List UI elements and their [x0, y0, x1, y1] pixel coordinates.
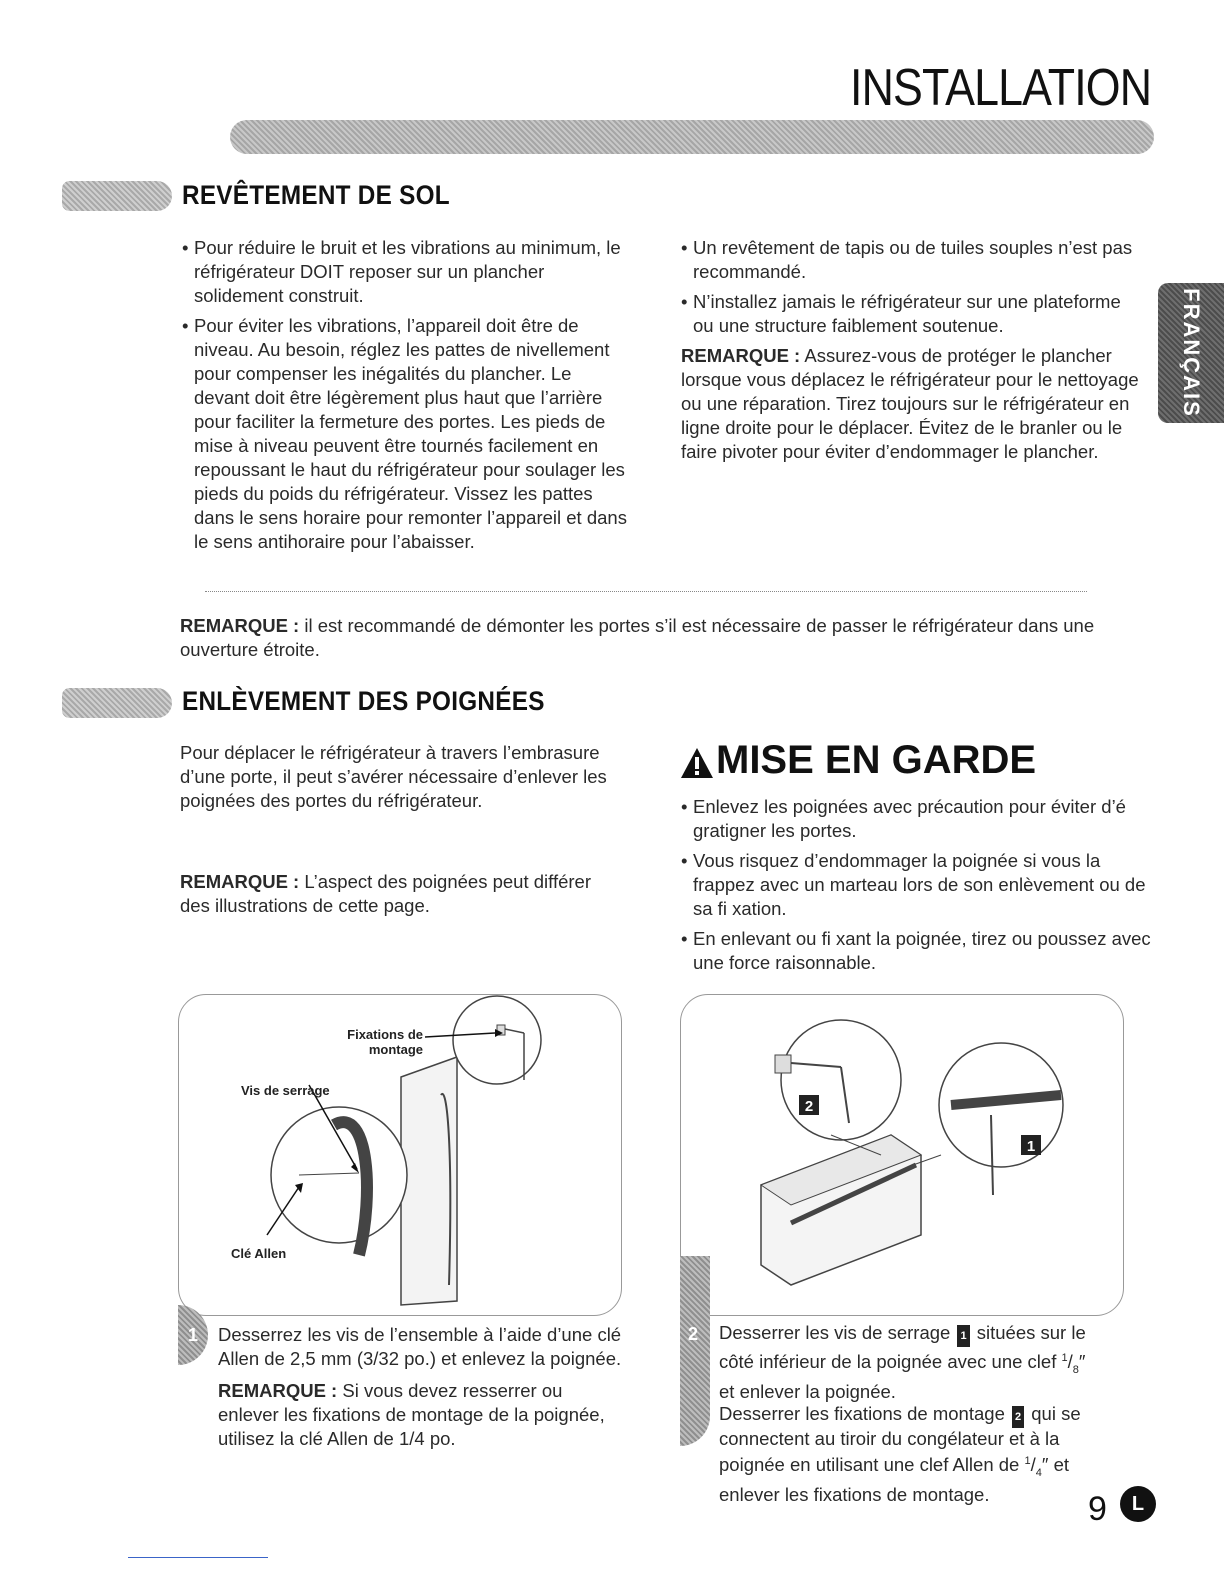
page-number: 9 [1088, 1490, 1107, 1528]
figure-2-text: qui se connectent au tiroir du congélateur et à la poignée en utilisant une clef Allen de [719, 1402, 1081, 1475]
figure-2-text: Desserrer les fixations de montage [719, 1402, 1005, 1424]
section-divider [205, 591, 1087, 592]
language-tab [1158, 283, 1224, 423]
remark-text: Assurez-vous de protéger le plancher lorsque vous déplacez le réfrigérateur pour le nettoyage ou une réparation. Tirez toujours sur le réfrigérateur en ligne droite pour le déplacer. Évitez de le branler ou le faire pivoter pour éviter d’endommager le plancher. [681, 345, 1139, 462]
figure-1-label-screw: Vis de serrage [241, 1083, 330, 1098]
step-2-badge-bar [680, 1256, 710, 1446]
fraction-numerator: 1 [1061, 1352, 1068, 1364]
warning-heading [680, 738, 1036, 783]
marker-2-inline: 2 [1012, 1406, 1024, 1428]
step-1-badge: 1 [178, 1305, 208, 1365]
remark-text: L’aspect des poignées peut différer des illustrations de cette page. [180, 871, 591, 916]
warning-bullet: • Vous risquez d’endommager la poignée si vous la frappez avec un marteau lors de son enlèvement ou de sa fi xation. [681, 849, 1151, 921]
figure-2-marker-1: 1 [1026, 1138, 1036, 1155]
remark-label: REMARQUE : [180, 615, 300, 636]
figure-2-marker-2: 2 [804, 1098, 814, 1115]
flooring-left-column [182, 236, 627, 560]
warning-bullet: • En enlevant ou fi xant la poignée, tirez ou poussez avec une force raisonnable. [681, 927, 1151, 975]
lg-logo-icon: L [1120, 1486, 1156, 1522]
flooring-bullet: • N’installez jamais le réfrigérateur sur une plateforme ou une structure faiblement soutenue. [681, 290, 1141, 338]
section-tab-decoration [62, 181, 172, 211]
handles-heading: ENLÈVEMENT DES POIGNÉES [182, 686, 545, 716]
warning-triangle-icon [680, 747, 714, 779]
flooring-heading: REVÊTEMENT DE SOL [182, 180, 450, 210]
doors-remark [180, 614, 1140, 662]
header-bar [230, 120, 1154, 154]
figure-2-text: ″ et enlever la poignée. [719, 1351, 1086, 1402]
warning-title: MISE EN GARDE [716, 738, 1037, 782]
flooring-bullet: • Un revêtement de tapis ou de tuiles souples n’est pas recommandé. [681, 236, 1141, 284]
flooring-bullet: • Pour éviter les vibrations, l’appareil doit être de niveau. Au besoin, réglez les pattes de nivellement pour compenser les inégalités du plancher. Le devant doit être légèrement plus haut que l’arrière pour faciliter la fermeture des portes. Les pieds de mise à niveau peuvent être tournés facilement en repoussant le haut du réfrigérateur pour soulager les pieds du poids du réfrigérateur. Vissez les pattes dans le sens horaire pour remonter l’appareil et dans le sens antihoraire pour l’abaisser. [182, 314, 627, 554]
flooring-bullet: • Pour réduire le bruit et les vibrations au minimum, le réfrigérateur DOIT reposer sur un plancher solidement construit. [182, 236, 627, 308]
section-tab-decoration [62, 688, 172, 718]
fraction-numerator: 1 [1024, 1454, 1031, 1467]
remark-text: il est recommandé de démonter les portes s’il est nécessaire de passer le réfrigérateur dans une ouverture étroite. [180, 615, 1095, 660]
marker-1-inline: 1 [957, 1325, 969, 1347]
figure-2-text: ″ et enlever les fixations de montage. [719, 1454, 1069, 1505]
page-title: INSTALLATION [850, 59, 1152, 117]
flooring-right-column [681, 236, 1141, 464]
figure-1-label-allen: Clé Allen [231, 1246, 287, 1261]
figure-1-box [178, 994, 622, 1316]
figure-2-text: situées sur le côté inférieur de la poignée avec une clef [719, 1322, 1086, 1373]
figure-1-label-mounting: Fixations de montage [347, 1027, 423, 1057]
figure-2-text: Desserrer les vis de serrage [719, 1322, 951, 1343]
remark-text: Si vous devez resserrer ou enlever les fixations de montage de la poignée, utilisez la clé Allen de 1/4 po. [218, 1380, 605, 1449]
fraction-denominator: 8 [1072, 1363, 1079, 1376]
step-2-number: 2 [688, 1324, 699, 1344]
warning-bullet: • Enlevez les poignées avec précaution pour éviter d’é gratigner les portes. [681, 795, 1151, 843]
handles-intro: Pour déplacer le réfrigérateur à travers l’embrasure d’une porte, il peut s’avérer nécessaire d’enlever les poignées des portes du réfrigérateur. [180, 742, 607, 811]
figure-1-caption [218, 1323, 628, 1451]
handles-remark [180, 870, 620, 918]
warning-list [681, 795, 1151, 981]
figure-1-text: Desserrez les vis de l’ensemble à l’aide d’une clé Allen de 2,5 mm (3/32 po.) et enlevez la poignée. [218, 1324, 622, 1369]
figure-2-illustration [681, 995, 1123, 1315]
figure-2-step-b: Desserrer les fixations de montage 2 qui se connectent au tiroir du congélateur et à la poignée en utilisant une clef Allen de $^1/_4''$ et enlever les fixations de montage. [719, 1402, 1081, 1505]
figure-2-caption [719, 1322, 1099, 1506]
figure-1-remark [218, 1379, 628, 1451]
remark-label: REMARQUE : [218, 1380, 338, 1401]
remark-label: REMARQUE : [681, 345, 801, 366]
footer-line [128, 1557, 268, 1558]
fraction-denominator: 4 [1035, 1466, 1042, 1479]
language-tab-label: FRANÇAIS [1179, 288, 1204, 418]
figure-2-step-a: Desserrer les vis de serrage 1 situées sur le côté inférieur de la poignée avec une clef $^1/_8''$ et enlever la poignée. [719, 1322, 1086, 1402]
figure-2-box [680, 994, 1124, 1316]
flooring-remark [681, 344, 1141, 464]
remark-label: REMARQUE : [180, 871, 300, 892]
